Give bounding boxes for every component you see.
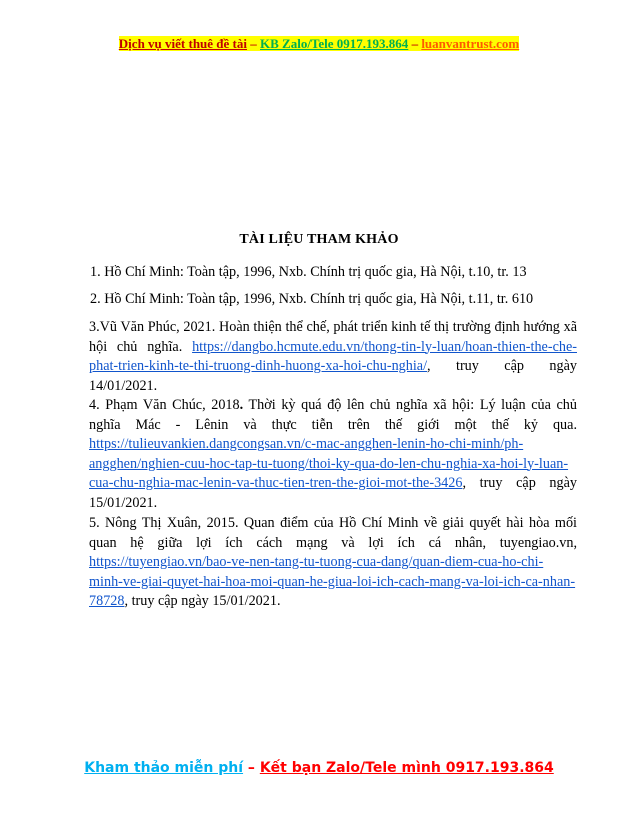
banner-dash: – — [408, 36, 422, 51]
footer-dash: – — [243, 760, 260, 776]
contact-text: KB Zalo/Tele 0917.193.864 — [260, 36, 409, 51]
service-text: Dịch vụ viết thuê đề tài — [118, 36, 247, 51]
reference-4 — [89, 396, 577, 513]
reference-3-link[interactable]: https://dangbo.hcmute.edu.vn/thong-tin-ly-luan/hoan-thien-the-che-phat-trien-kinh-te-thi-truong-dinh-huong-xa-hoi-chu-nghia/ — [89, 338, 577, 374]
reference-4-text-b: Thời kỳ quá độ lên chủ nghĩa xã hội: Lý luận của chủ nghĩa Mác - Lênin và thực tiễn trên thế giới một thế kỷ qua. — [89, 397, 577, 433]
free-reference-text[interactable]: Kham thảo miễn phí — [84, 760, 244, 776]
reference-4-text-a: 4. Phạm Văn Chúc, 2018 — [89, 397, 240, 413]
reference-3-text: 3.Vũ Văn Phúc, 2021. Hoàn thiện thể chế, phát triển kinh tế thị trường định hướng xã hội chủ nghĩa. — [89, 319, 577, 355]
reference-5-link[interactable]: https://tuyengiao.vn/bao-ve-nen-tang-tu-tuong-cua-dang/quan-diem-cua-ho-chi-minh-ve-giai-quyet-hai-hoa-moi-quan-he-giua-loi-ich-cach-mang-va-loi-ich-ca-nhan-78728 — [89, 554, 576, 609]
reference-4-bold-dot: . — [239, 397, 244, 413]
reference-4-link[interactable]: https://tulieuvankien.dangcongsan.vn/c-mac-angghen-lenin-ho-chi-minh/ph-angghen/nghien-cuu-hoc-tap-tu-tuong/thoi-ky-qua-do-len-chu-nghia-xa-hoi-ly-luan-cua-chu-nghia-mac-lenin-va-thuc-tien-tren-the-gioi-mot-the-3426 — [89, 436, 569, 491]
reference-4-access-date: , truy cập ngày 15/01/2021. — [89, 475, 577, 511]
footer-contact-text[interactable]: Kết bạn Zalo/Tele mình 0917.193.864 — [259, 760, 554, 776]
reference-5 — [89, 514, 577, 612]
bottom-promo-banner — [0, 760, 638, 776]
reference-3 — [89, 318, 577, 396]
banner-dash: – — [247, 36, 260, 51]
reference-5-access-date: , truy cập ngày 15/01/2021. — [124, 593, 281, 609]
top-promo-highlight — [119, 36, 519, 51]
reference-2: 2. Hồ Chí Minh: Toàn tập, 1996, Nxb. Chính trị quốc gia, Hà Nội, t.11, tr. 610 — [90, 291, 534, 307]
reference-3-access-date: , truy cập ngày 14/01/2021. — [89, 358, 577, 394]
reference-1: 1. Hồ Chí Minh: Toàn tập, 1996, Nxb. Chính trị quốc gia, Hà Nội, t.10, tr. 13 — [90, 264, 527, 280]
references-heading: TÀI LIỆU THAM KHẢO — [239, 232, 399, 247]
site-link[interactable]: luanvantrust.com — [421, 36, 520, 51]
top-promo-banner — [0, 36, 638, 52]
reference-5-text: 5. Nông Thị Xuân, 2015. Quan điểm của Hồ Chí Minh về giải quyết hài hòa mối quan hệ giữa lợi ích cách mạng và lợi ích cá nhân, tuyengiao.vn, — [89, 515, 577, 551]
